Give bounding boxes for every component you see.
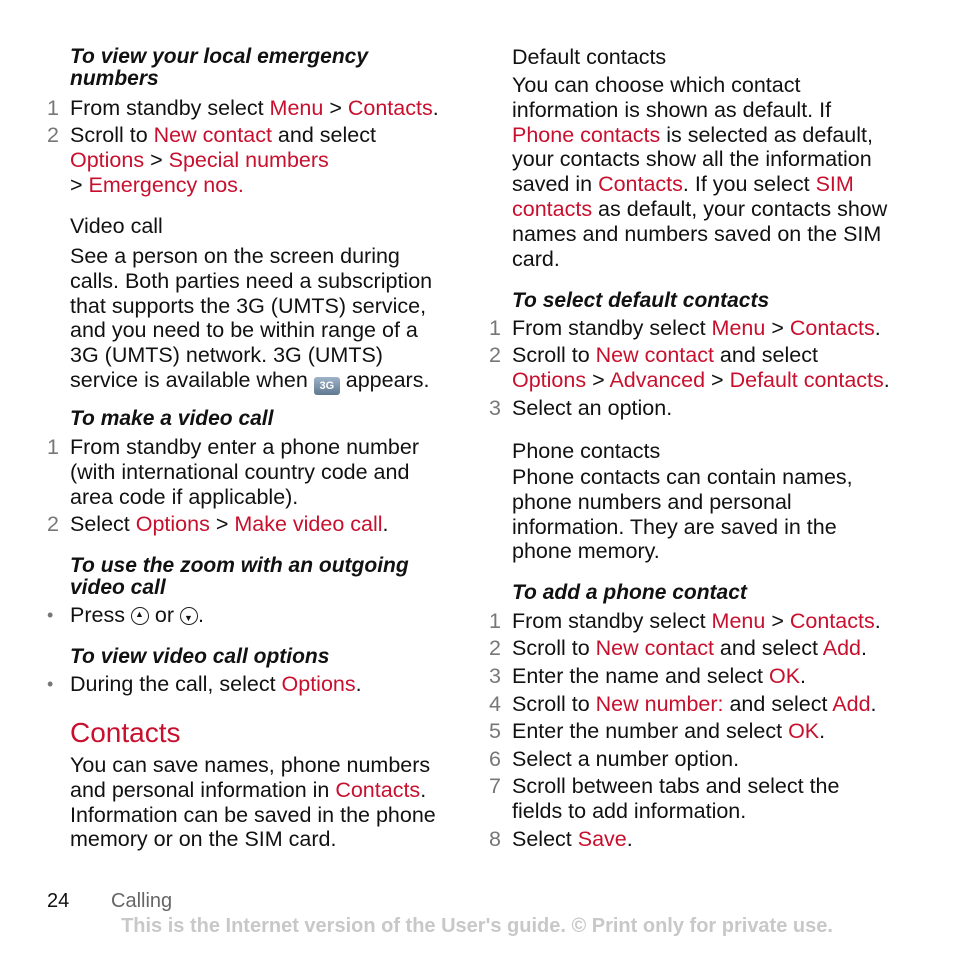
emergency-step-2: 2 Scroll to New contact and select Options > Special numbers > Emergency nos. xyxy=(47,123,376,197)
default-contacts-section xyxy=(442,45,954,271)
options-section xyxy=(0,646,470,668)
contacts-section xyxy=(0,717,470,852)
contacts-link[interactable]: Contacts xyxy=(335,777,421,802)
nav-up-icon: ▲ xyxy=(131,607,149,625)
options-step: • During the call, select Options. xyxy=(47,672,362,696)
add-contact-step-1: 1 From standby select Menu > Contacts. xyxy=(489,609,881,633)
video-call-heading: Video call xyxy=(70,214,163,238)
add-contact-step-2: 2 Scroll to New contact and select Add. xyxy=(489,636,867,660)
new-contact-link[interactable]: New contact xyxy=(153,123,272,147)
select-default-section xyxy=(442,290,954,312)
footer-note: This is the Internet version of the User's guide. © Print only for private use. xyxy=(121,915,833,937)
phone-contacts-text: Phone contacts can contain names, phone numbers and personal information. They are saved in the phone memory. xyxy=(512,465,853,564)
ok-link[interactable]: OK xyxy=(788,719,820,743)
add-contact-step-3: 3 Enter the name and select OK. xyxy=(489,664,807,688)
make-call-step-1: 1 From standby enter a phone number (with international country code and area code if applicable). xyxy=(47,435,419,509)
add-contact-section xyxy=(442,582,954,604)
zoom-step: • Press ▲ or ▼ . xyxy=(47,603,204,627)
default-contacts-link[interactable]: Default contacts xyxy=(729,367,884,392)
emergency-step-1: 1 From standby select Menu > Contacts. xyxy=(47,96,439,120)
special-numbers-link[interactable]: Special numbers xyxy=(168,147,329,172)
zoom-heading: To use the zoom with an outgoing video call xyxy=(70,554,409,599)
ok-link[interactable]: OK xyxy=(768,664,801,688)
contacts-link[interactable]: Contacts xyxy=(598,172,683,197)
make-video-call-link[interactable]: Make video call xyxy=(234,512,383,536)
video-call-section xyxy=(0,214,470,395)
contacts-text: You can save names, phone numbers and personal information in Contacts. Information can be saved in the phone memory or on the SIM card. xyxy=(70,753,436,852)
add-contact-step-4: 4 Scroll to New number: and select Add. xyxy=(489,692,877,716)
menu-link[interactable]: Menu xyxy=(711,316,766,340)
emergency-heading: To view your local emergency numbers xyxy=(70,45,368,90)
default-contacts-heading: Default contacts xyxy=(512,45,667,69)
select-default-heading: To select default contacts xyxy=(512,289,770,312)
new-contact-link[interactable]: New contact xyxy=(595,343,714,367)
menu-link[interactable]: Menu xyxy=(711,609,766,633)
make-call-section xyxy=(0,408,470,430)
add-contact-heading: To add a phone contact xyxy=(512,581,747,604)
emergency-section xyxy=(0,46,470,90)
nav-down-icon: ▼ xyxy=(180,607,198,625)
add-contact-step-5: 5 Enter the number and select OK. xyxy=(489,719,826,743)
3g-icon: 3G xyxy=(314,377,340,395)
make-call-step-2: 2 Select Options > Make video call. xyxy=(47,512,389,536)
select-default-step-1: 1 From standby select Menu > Contacts. xyxy=(489,316,881,340)
menu-link[interactable]: Menu xyxy=(269,96,324,120)
options-link[interactable]: Options xyxy=(281,672,356,696)
add-link[interactable]: Add xyxy=(822,636,861,660)
add-link[interactable]: Add xyxy=(832,692,871,716)
default-contacts-text: You can choose which contact information is shown as default. If Phone contacts is selected as default, your contacts show all the information saved in Contacts. If you select SIM contacts as default, your contacts show names and numbers saved on the SIM card. xyxy=(512,73,888,271)
make-call-heading: To make a video call xyxy=(70,407,274,430)
add-contact-step-8: 8 Select Save. xyxy=(489,827,633,851)
options-link[interactable]: Options xyxy=(135,512,210,536)
contacts-link[interactable]: Contacts xyxy=(789,316,875,340)
contacts-link[interactable]: Contacts xyxy=(789,609,875,633)
contacts-link[interactable]: Contacts xyxy=(347,96,433,120)
video-call-text: See a person on the screen during calls. Both parties need a subscription that supports the 3G (UMTS) service, and you need to be within range of a 3G (UMTS) network. 3G (UMTS) service is available when 3G appears. xyxy=(70,244,450,395)
phone-contacts-link[interactable]: Phone contacts xyxy=(512,122,661,147)
save-link[interactable]: Save xyxy=(577,827,627,851)
advanced-link[interactable]: Advanced xyxy=(609,367,706,392)
select-default-step-3: 3 Select an option. xyxy=(489,396,673,420)
add-contact-step-7: 7 Scroll between tabs and select the fields to add information. xyxy=(489,774,840,823)
options-link[interactable]: Options xyxy=(512,367,587,392)
new-number-link[interactable]: New number: xyxy=(595,692,724,716)
page-number: 24 xyxy=(47,890,70,912)
options-heading: To view video call options xyxy=(70,645,330,668)
sim-contacts-link[interactable]: SIM contacts xyxy=(512,172,854,221)
phone-contacts-section xyxy=(442,439,954,564)
options-link[interactable]: Options xyxy=(70,147,145,172)
contacts-heading: Contacts xyxy=(70,717,181,748)
select-default-step-2: 2 Scroll to New contact and select Options > Advanced > Default contacts. xyxy=(489,343,890,392)
new-contact-link[interactable]: New contact xyxy=(595,636,714,660)
phone-contacts-heading: Phone contacts xyxy=(512,439,661,463)
zoom-section xyxy=(0,555,470,599)
add-contact-step-6: 6 Select a number option. xyxy=(489,747,740,771)
emergency-nos-link[interactable]: Emergency nos. xyxy=(88,172,244,197)
section-name: Calling xyxy=(111,890,173,912)
